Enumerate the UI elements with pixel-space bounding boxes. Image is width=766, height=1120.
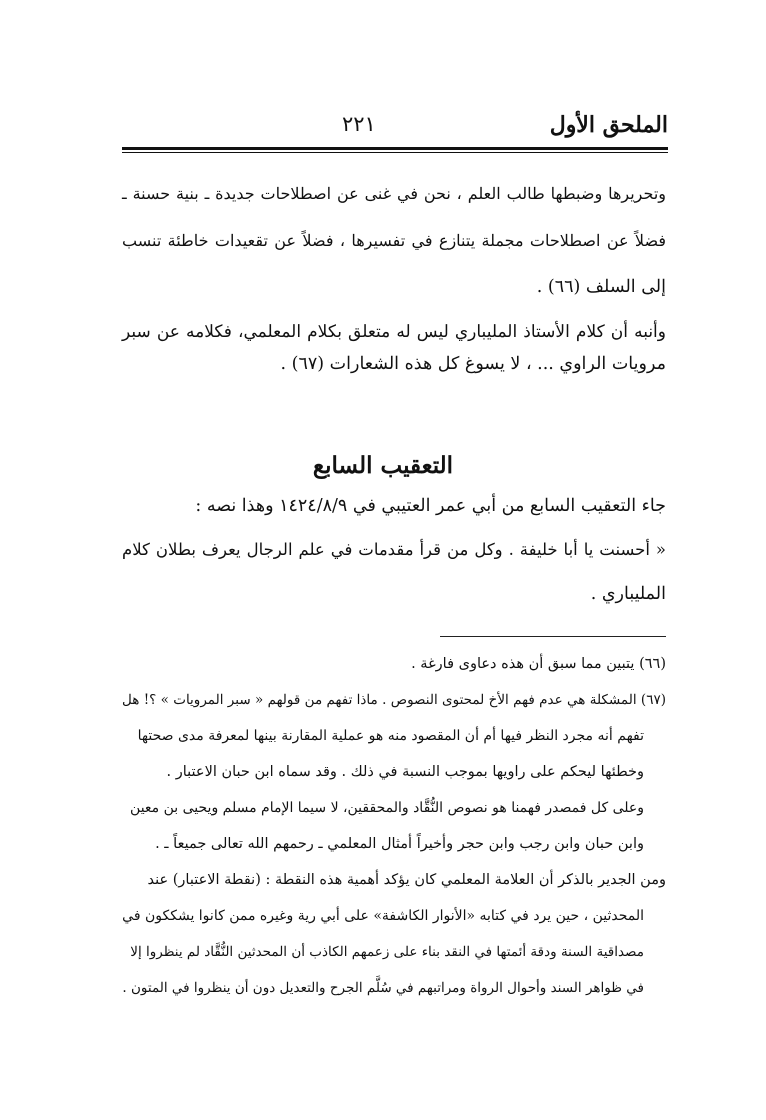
footnote-line: وابن حبان وابن رجب وابن حجر وأخيراً أمثال المعلمي ـ رحمهم الله تعالى جميعاً ـ . xyxy=(155,836,644,852)
body-line: جاء التعقيب السابع من أبي عمر العتيبي في ١٤٢٤/٨/٩ وهذا نصه : xyxy=(195,496,666,516)
footnote-line: تفهم أنه مجرد النظر فيها أم أن المقصود منه هو عملية المقارنة بينها لمعرفة مدى صحتها xyxy=(137,728,644,744)
body-line: « أحسنت يا أبا خليفة . وكل من قرأ مقدمات في علم الرجال يعرف بطلان كلام xyxy=(122,540,666,559)
footnote-line: وخطئها ليحكم على راويها بموجب النسبة في ذلك . وقد سماه ابن حبان الاعتبار . xyxy=(166,764,644,780)
body-line: فضلاً عن اصطلاحات مجملة يتنازع في تفسيرها ، فضلاً عن تقعيدات خاطئة تنسب xyxy=(122,231,666,250)
body-line: إلى السلف (٦٦) . xyxy=(536,277,666,297)
footnote-line: ومن الجدير بالذكر أن العلامة المعلمي كان يؤكد أهمية هذه النقطة : (نقطة الاعتبار) عند xyxy=(147,872,666,888)
footnote-line: (٦٦) يتبين مما سبق أن هذه دعاوى فارغة . xyxy=(411,656,666,672)
footnote-line: المحدثين ، حين يرد في كتابه «الأنوار الكاشفة» على أبي رية وغيره ممن كانوا يشككون في xyxy=(122,908,644,924)
body-line: وأنبه أن كلام الأستاذ المليباري ليس له متعلق بكلام المعلمي، فكلامه عن سبر xyxy=(122,322,666,342)
body-line: وتحريرها وضبطها طالب العلم ، نحن في غنى عن اصطلاحات جديدة ـ بنية حسنة ـ xyxy=(122,184,666,203)
footnote-line: وعلى كل فمصدر فهمنا هو نصوص النُّقَّاد والمحققين، لا سيما الإمام مسلم ويحيى بن معين xyxy=(130,800,644,816)
section-heading: التعقيب السابع xyxy=(312,452,454,479)
header-rule-thin xyxy=(122,152,668,153)
page-number: ٢٢١ xyxy=(342,112,376,136)
footnote-line: في ظواهر السند وأحوال الرواة ومراتبهم في سُلَّم الجرح والتعديل دون أن ينظروا في المتون . xyxy=(122,980,644,996)
running-title: الملحق الأول xyxy=(549,112,668,138)
body-line: المليباري . xyxy=(590,584,666,604)
body-line: مرويات الراوي ... ، لا يسوغ كل هذه الشعارات (٦٧) . xyxy=(280,354,666,374)
footnote-line: مصداقية السنة ودقة أئمتها في النقد بناء على زعمهم الكاذب أن المحدثين النُّقَّاد لم ينظروا إلا xyxy=(130,944,644,960)
page-header xyxy=(122,112,668,146)
header-rule-thick xyxy=(122,147,668,150)
footnote-separator xyxy=(440,636,666,637)
footnote-line: (٦٧) المشكلة هي عدم فهم الأخ لمحتوى النصوص . ماذا تفهم من قولهم « سبر المرويات » ؟! هل xyxy=(122,692,666,708)
